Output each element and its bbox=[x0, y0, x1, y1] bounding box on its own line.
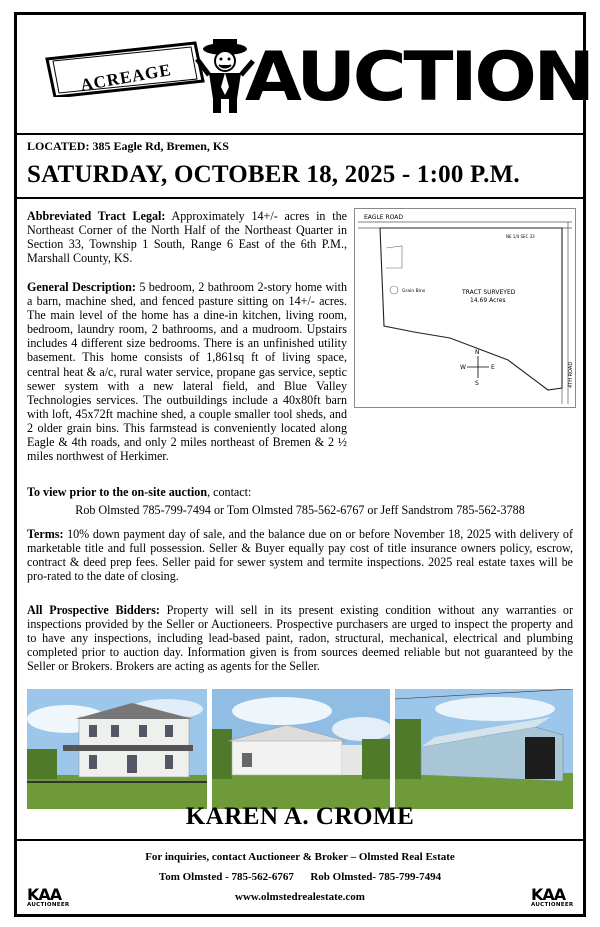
survey-side-road: 4TH ROAD bbox=[568, 361, 574, 388]
auction-date: SATURDAY, OCTOBER 18, 2025 - 1:00 P.M. bbox=[27, 161, 520, 188]
location-address: 385 Eagle Rd, Bremen, KS bbox=[89, 139, 229, 153]
location-line bbox=[27, 139, 229, 154]
kaa-logo-sub: AUCTIONEER bbox=[27, 902, 70, 908]
general-text: 5 bedroom, 2 bathroom 2-story home with a barn, machine shed, and fenced pasture sitting on 14+/- acres. The main level of the home has a dine-in kitchen, living room, bedroom, laundry room, 2 bathrooms, and a mudroom. Upstairs includes 4 different size bedrooms. There is an unfinished utility basement. This home consists of 1,861sq ft of living space, central heat & a/c, rural water service, propane gas service, septic sewer system with a new lateral field, and Blue Valley Technologies services. The outbuildings include a 40x80ft barn with loft, 45x72ft machine shed, a couple smaller tool sheds, and 2 older grain bins. This farmstead is conveniently located along Eagle & 4th roads, and only 2 miles northeast of Bremen & 2 ½ miles northwest of Herkimer. bbox=[27, 280, 347, 464]
divider bbox=[17, 839, 583, 841]
compass-n: N bbox=[475, 349, 480, 356]
barn-photo bbox=[212, 689, 390, 809]
header bbox=[17, 15, 592, 135]
kaa-logo-left bbox=[25, 887, 71, 907]
footer-inquiries: For inquiries, contact Auctioneer & Broker – Olmsted Real Estate bbox=[145, 851, 455, 863]
bidders-text: Property will sell in its present existing condition without any warranties or inspections provided by the Seller or Auctioneers. Prospective purchasers are urged to inspect the property and to have any inspections, including lead-based paint, radon, structural, mechanical, electrical and plumbing completed prior to auction day. Information given is from sources deemed reliable but not guaranteed by the Seller or Brokers. Brokers are acting as agents for the Seller. bbox=[27, 603, 573, 674]
flyer-frame bbox=[14, 12, 592, 917]
divider bbox=[17, 197, 583, 199]
viewing-suffix: , contact: bbox=[207, 485, 252, 499]
location-label: LOCATED: bbox=[27, 139, 90, 153]
survey-map bbox=[354, 208, 576, 408]
terms-heading: Terms: bbox=[27, 527, 64, 541]
survey-grain-bins: Grain Bins bbox=[402, 289, 426, 294]
kaa-logo-right bbox=[529, 887, 575, 907]
footer-website[interactable]: www.olmstedrealestate.com bbox=[235, 891, 365, 903]
survey-acres-label: 14.69 Acres bbox=[470, 297, 506, 304]
general-heading: General Description: bbox=[27, 280, 136, 294]
viewing-line bbox=[27, 485, 573, 499]
legal-text: Approximately 14+/- acres in the Northeast Corner of the North Half of the Northeast Quarter in Section 33, Township 1 South, Range 6 East of the 6th P.M., Marshall County, KS. bbox=[27, 209, 347, 266]
bidders-paragraph bbox=[27, 603, 573, 673]
compass-s: S bbox=[475, 380, 479, 387]
kaa-logo-text: KAA bbox=[27, 885, 62, 904]
machine-shed-photo bbox=[395, 689, 573, 809]
compass-e: E bbox=[491, 364, 495, 371]
survey-tract-label: TRACT SURVEYED bbox=[462, 289, 516, 296]
survey-corner-note: NE 1/4 SEC 33 bbox=[506, 234, 535, 239]
viewing-heading: To view prior to the on-site auction bbox=[27, 485, 208, 499]
compass-w: W bbox=[460, 364, 466, 371]
house-photo bbox=[27, 689, 207, 809]
survey-road-label: EAGLE ROAD bbox=[364, 214, 403, 221]
bidders-heading: All Prospective Bidders: bbox=[27, 603, 160, 617]
acreage-label: ACREAGE bbox=[79, 60, 173, 95]
kaa-logo-text: KAA bbox=[531, 885, 566, 904]
auction-headline: AUCTION bbox=[245, 38, 592, 117]
footer-phones: Tom Olmsted - 785-562-6767 Rob Olmsted- 785-799-7494 bbox=[158, 871, 442, 883]
divider bbox=[17, 133, 583, 135]
terms-paragraph bbox=[27, 527, 573, 583]
legal-paragraph bbox=[27, 209, 347, 265]
kaa-logo-sub: AUCTIONEER bbox=[531, 902, 574, 908]
seller-name: KAREN A. CROME bbox=[185, 803, 415, 830]
viewing-contacts: Rob Olmsted 785-799-7494 or Tom Olmsted 785-562-6767 or Jeff Sandstrom 785-562-3788 bbox=[75, 503, 525, 517]
terms-text: 10% down payment day of sale, and the balance due on or before November 18, 2025 with delivery of marketable title and full possession. Seller & Buyer equally pay cost of title insurance owners policy, escrow, contract & deed prep fees. Seller paid for sewer system and termite inspections. 2025 real estate taxes will be pro-rated to the date of closing. bbox=[27, 527, 573, 584]
legal-heading: Abbreviated Tract Legal: bbox=[27, 209, 166, 223]
